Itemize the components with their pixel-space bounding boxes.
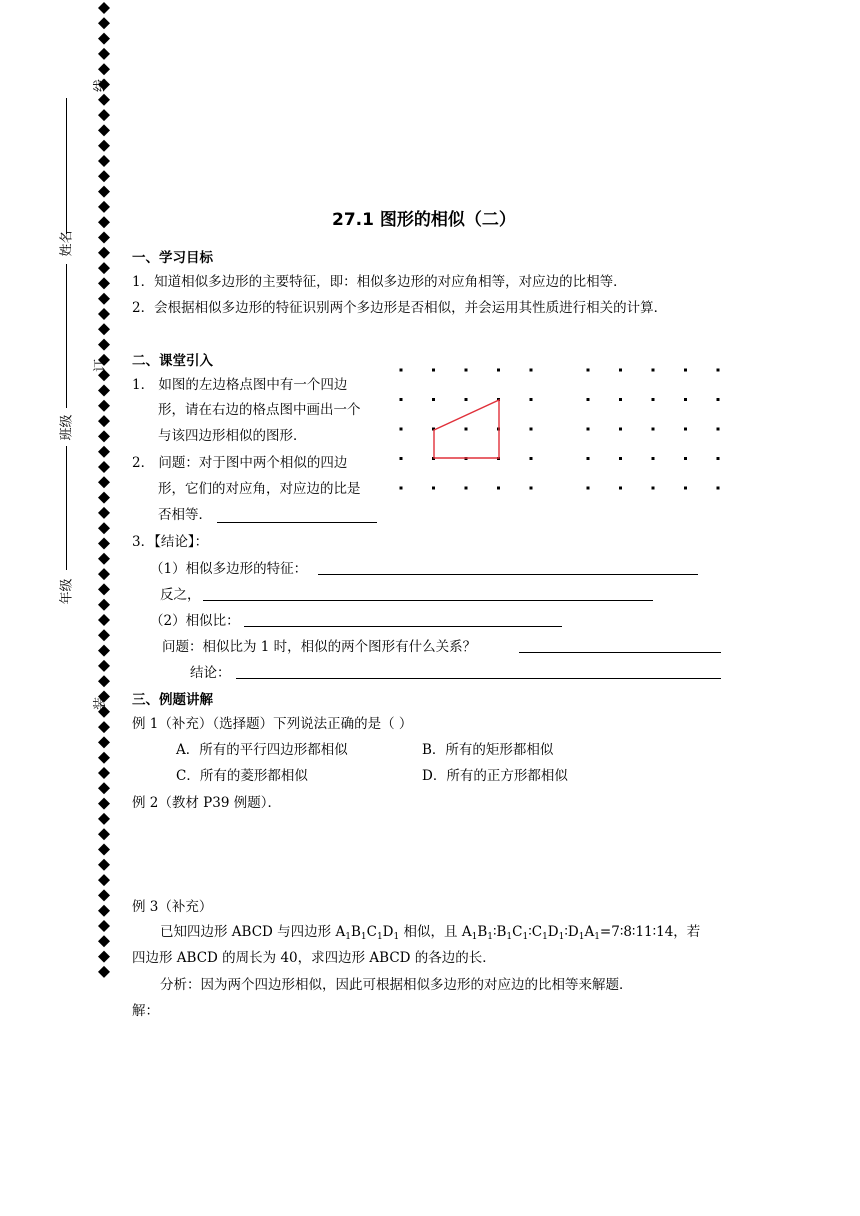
conclusion-2: （2）相似比： (150, 613, 240, 629)
diamond-icon (98, 905, 110, 917)
diamond-icon (98, 140, 110, 152)
diamond-icon (98, 94, 110, 106)
q2-line2: 形，它们的对应角，对应边的比是 (158, 481, 361, 497)
grid-dot[interactable] (652, 457, 655, 460)
diamond-icon (98, 109, 110, 121)
diamond-icon (98, 492, 110, 504)
conclusion-2-blank[interactable] (244, 612, 562, 627)
grade-field-line[interactable] (66, 446, 67, 570)
diamond-icon (98, 63, 110, 75)
grid-dot (400, 369, 403, 372)
diamond-icon (98, 247, 110, 259)
diamond-icon (98, 675, 110, 687)
diamond-icon (98, 721, 110, 733)
binding-order-label: 订 (93, 358, 109, 373)
grid-dot (530, 457, 533, 460)
option-a[interactable]: A．所有的平行四边形都相似 (176, 742, 348, 758)
example-2: 例 2（教材 P39 例题）． (132, 795, 281, 811)
grid-dot[interactable] (587, 487, 590, 490)
grid-dot[interactable] (717, 398, 720, 401)
ratio-conclusion-blank[interactable] (236, 664, 721, 679)
solution-label: 解： (132, 1003, 159, 1019)
diamond-icon (98, 966, 110, 978)
grid-dot (400, 428, 403, 431)
ratio-question-blank[interactable] (519, 638, 721, 653)
diamond-icon (98, 844, 110, 856)
grid-dot[interactable] (587, 398, 590, 401)
grid-dot[interactable] (684, 457, 687, 460)
diamond-icon (98, 277, 110, 289)
option-d[interactable]: D．所有的正方形都相似 (422, 768, 568, 784)
diamond-icon (98, 155, 110, 167)
class-label: 班级 (59, 414, 75, 441)
diamond-icon (98, 262, 110, 274)
name-field-line[interactable] (66, 98, 67, 234)
q1-line1: 1． 如图的左边格点图中有一个四边 (132, 377, 348, 393)
q1-line2: 形，请在右边的格点图中画出一个 (158, 402, 361, 418)
diamond-icon (98, 599, 110, 611)
grid-dot (530, 369, 533, 372)
diamond-icon (98, 951, 110, 963)
diamond-icon (98, 522, 110, 534)
grid-dot[interactable] (619, 369, 622, 372)
class-field-line[interactable] (66, 264, 67, 408)
grade-label: 年级 (59, 578, 75, 605)
grid-dot[interactable] (684, 369, 687, 372)
diamond-icon (98, 323, 110, 335)
diamond-icon (98, 446, 110, 458)
grid-dot (465, 369, 468, 372)
grid-dot (400, 398, 403, 401)
diamond-icon (98, 920, 110, 932)
grid-dot (400, 457, 403, 460)
diamond-border (94, 0, 114, 980)
diamond-icon (98, 874, 110, 886)
grid-dot (465, 428, 468, 431)
q2-answer-blank[interactable] (217, 508, 377, 523)
grid-dot[interactable] (652, 487, 655, 490)
right-dot-grid[interactable] (587, 369, 720, 490)
grid-dot[interactable] (684, 428, 687, 431)
grid-dot (465, 398, 468, 401)
diamond-icon (98, 507, 110, 519)
example-3-statement: 已知四边形 ABCD 与四边形 $A_1B_1C_1D_1$ 相似，且 $A_1B_1∶B_1C_1∶C_1D_1∶D_1A_1=7∶8∶11∶14$，若 (160, 924, 701, 942)
grid-dot[interactable] (587, 428, 590, 431)
diamond-icon (98, 660, 110, 672)
diamond-icon (98, 935, 110, 947)
diamond-icon (98, 293, 110, 305)
objective-1: 1．知道相似多边形的主要特征，即：相似多边形的对应角相等，对应边的比相等． (132, 274, 627, 290)
q1-line3: 与该四边形相似的图形． (158, 428, 307, 444)
objective-2: 2．会根据相似多边形的特征识别两个多边形是否相似，并会运用其性质进行相关的计算． (132, 300, 668, 316)
diamond-icon (98, 614, 110, 626)
diamond-icon (98, 400, 110, 412)
diamond-icon (98, 2, 110, 14)
conclusion-heading: 3．【结论】： (132, 534, 209, 550)
dot-grid-figure (392, 360, 732, 500)
grid-dot[interactable] (619, 487, 622, 490)
diamond-icon (98, 308, 110, 320)
grid-dot[interactable] (684, 398, 687, 401)
page-title: 27.1 图形的相似（二） (332, 210, 516, 230)
left-dot-grid (400, 369, 533, 490)
example-3-analysis: 分析：因为两个四边形相似，因此可根据相似多边形的对应边的比相等来解题． (160, 977, 633, 993)
diamond-icon (98, 889, 110, 901)
grid-dot[interactable] (652, 398, 655, 401)
diamond-icon (98, 538, 110, 550)
q2-line1: 2． 问题：对于图中两个相似的四边 (132, 455, 348, 471)
diamond-icon (98, 33, 110, 45)
grid-dot[interactable] (652, 428, 655, 431)
grid-dot (497, 487, 500, 490)
diamond-icon (98, 645, 110, 657)
diamond-icon (98, 813, 110, 825)
diamond-icon (98, 415, 110, 427)
binding-bind-label: 装 (93, 696, 109, 711)
grid-dot[interactable] (684, 487, 687, 490)
conclusion-1-converse-blank[interactable] (203, 586, 653, 601)
binding-line-label: 线 (93, 78, 109, 93)
conclusion-1: （1）相似多边形的特征： (150, 561, 308, 577)
diamond-icon (98, 201, 110, 213)
diamond-icon (98, 170, 110, 182)
grid-dot (432, 398, 435, 401)
conclusion-1-blank[interactable] (318, 560, 698, 575)
example-1: 例 1（补充）（选择题）下列说法正确的是（ ） (132, 716, 413, 732)
diamond-icon (98, 568, 110, 580)
grid-dot[interactable] (619, 398, 622, 401)
grid-dot[interactable] (717, 487, 720, 490)
diamond-icon (98, 17, 110, 29)
diamond-icon (98, 124, 110, 136)
grid-dot (465, 487, 468, 490)
diamond-icon (98, 859, 110, 871)
grid-dot[interactable] (587, 369, 590, 372)
grid-dot (530, 487, 533, 490)
diamond-icon (98, 782, 110, 794)
diamond-icon (98, 476, 110, 488)
ratio-conclusion: 结论： (190, 665, 231, 681)
grid-dot[interactable] (717, 457, 720, 460)
diamond-icon (98, 828, 110, 840)
diamond-icon (98, 629, 110, 641)
section2-heading: 二、课堂引入 (132, 353, 213, 369)
example-3: 例 3（补充） (132, 899, 213, 915)
name-label: 姓名 (59, 230, 75, 257)
diamond-icon (98, 385, 110, 397)
grid-dot (530, 398, 533, 401)
grid-dot (497, 369, 500, 372)
diamond-icon (98, 216, 110, 228)
section1-heading: 一、学习目标 (132, 250, 213, 266)
ratio-question: 问题：相似比为 1 时，相似的两个图形有什么关系？ (162, 639, 477, 655)
grid-dot (400, 487, 403, 490)
grid-dot[interactable] (619, 457, 622, 460)
conclusion-1-converse: 反之， (160, 587, 201, 603)
diamond-icon (98, 798, 110, 810)
diamond-icon (98, 553, 110, 565)
grid-dot[interactable] (587, 457, 590, 460)
grid-dot[interactable] (717, 369, 720, 372)
diamond-icon (98, 752, 110, 764)
grid-dot (432, 487, 435, 490)
grid-dot[interactable] (652, 369, 655, 372)
q2-line3: 否相等． (158, 507, 212, 523)
diamond-icon (98, 583, 110, 595)
grid-dot (530, 428, 533, 431)
diamond-icon (98, 767, 110, 779)
grid-dot[interactable] (717, 428, 720, 431)
diamond-icon (98, 736, 110, 748)
option-c[interactable]: C．所有的菱形都相似 (176, 768, 308, 784)
diamond-icon (98, 339, 110, 351)
section3-heading: 三、例题讲解 (132, 692, 213, 708)
option-b[interactable]: B．所有的矩形都相似 (422, 742, 554, 758)
binding-margin-diamonds (94, 0, 114, 980)
example-3-statement-line2: 四边形 ABCD 的周长为 40，求四边形 ABCD 的各边的长． (132, 950, 496, 966)
diamond-icon (98, 186, 110, 198)
diamond-icon (98, 48, 110, 60)
diamond-icon (98, 232, 110, 244)
grid-dot[interactable] (619, 428, 622, 431)
diamond-icon (98, 430, 110, 442)
grid-dot (432, 369, 435, 372)
diamond-icon (98, 461, 110, 473)
